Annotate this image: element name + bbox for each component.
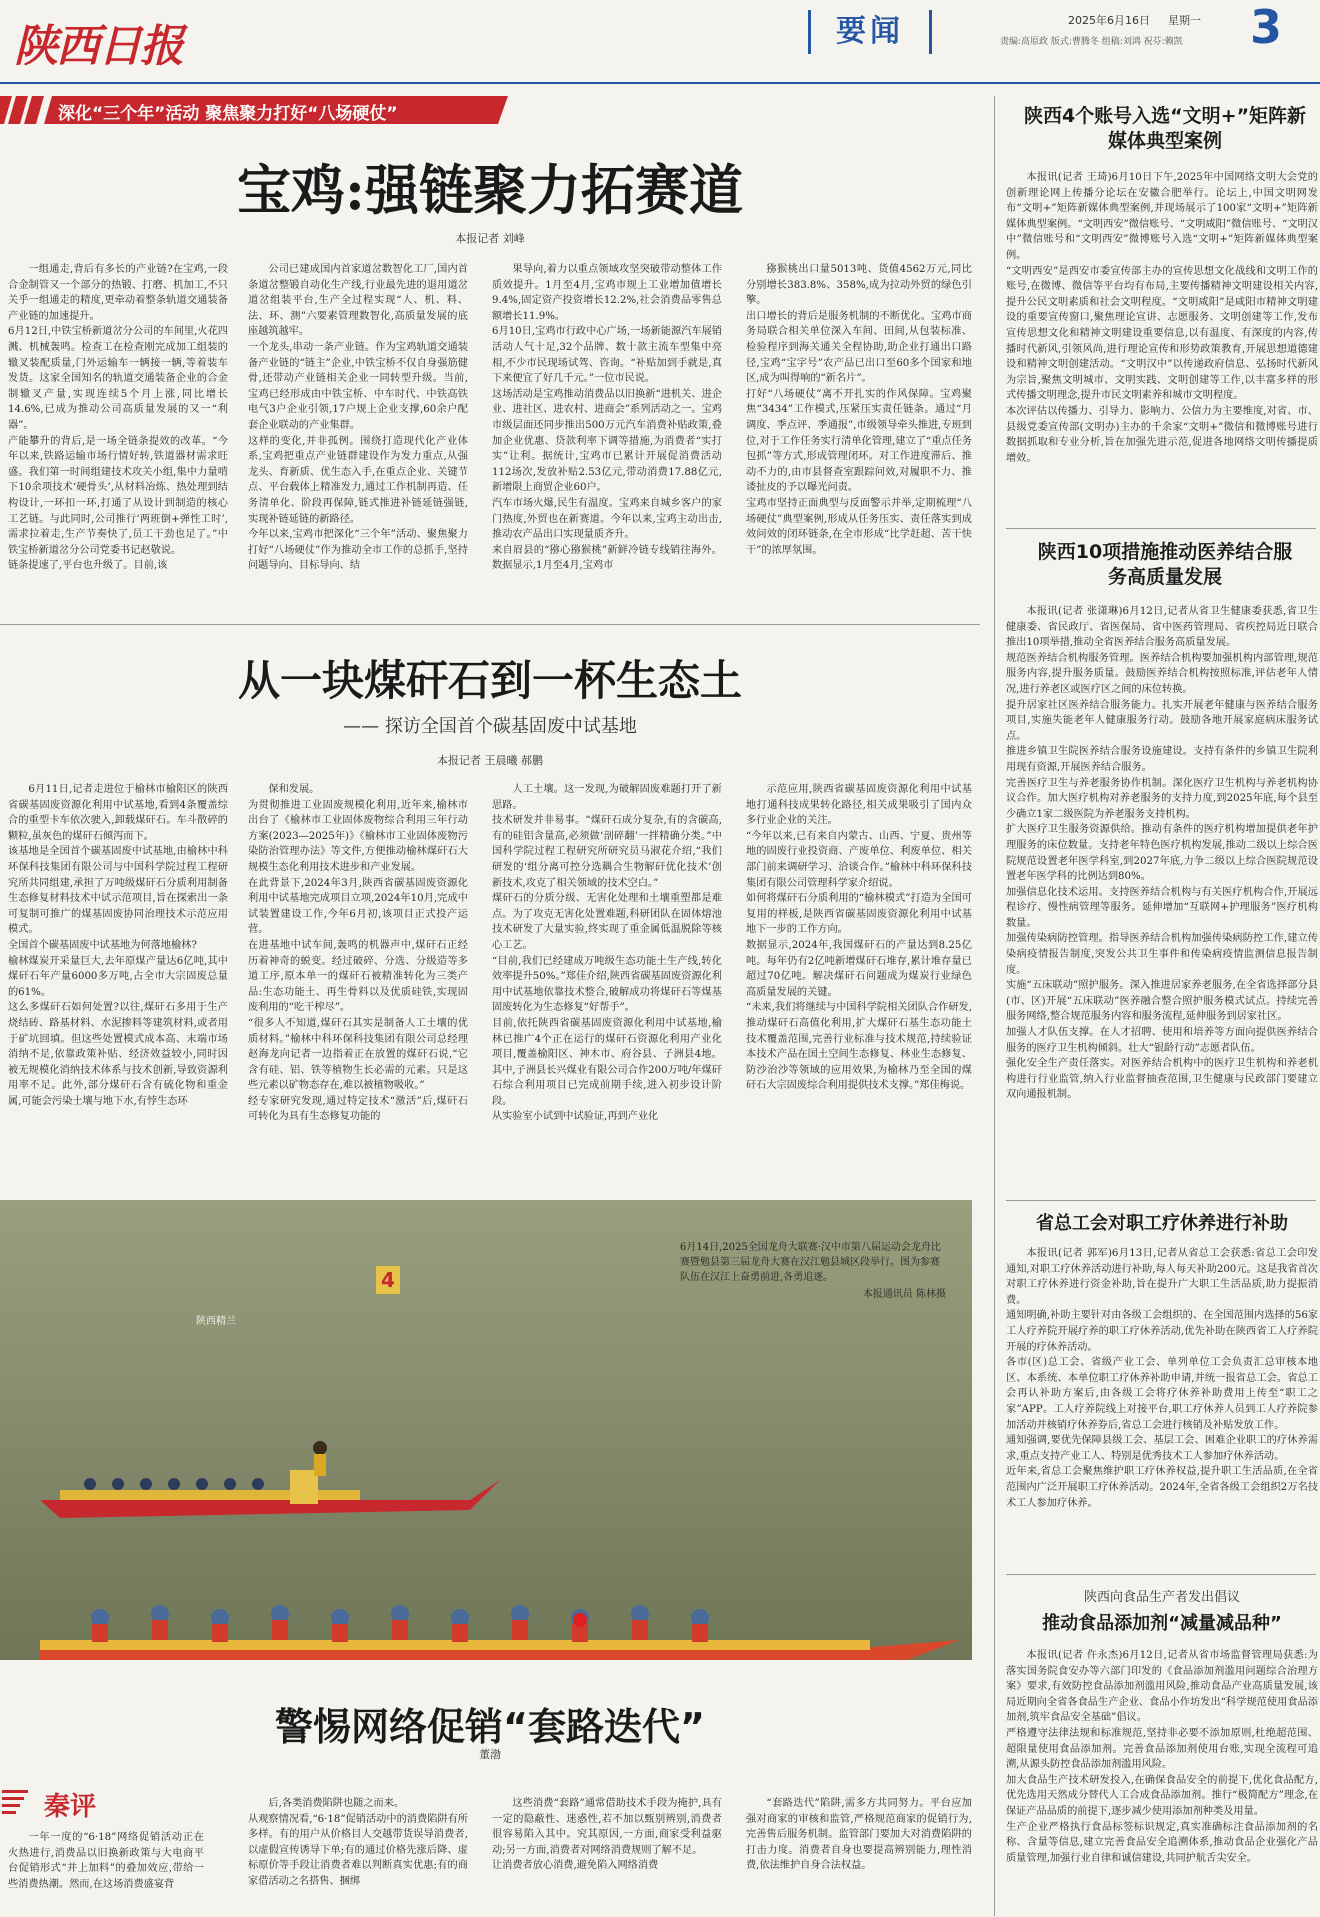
article3-title: 警惕网络促销“套路迭代” bbox=[275, 1705, 705, 1749]
sidebar-s2-body bbox=[1006, 604, 1318, 1192]
sidebar-s1-body-text: 本报讯(记者 王琦)6月10日下午,2025年中国网络文明大会党的创新理论网上传播分论坛在安徽合肥举行。论坛上,中国文明网发布“文明+”矩阵新媒体典型案例,并现场展示了100家“文明+”矩阵新媒体典型案例。“文明西安”微信账号、“文明咸阳”微信账号、“文明汉中”微信账号和“文明西安”微博账号入选“文明+”矩阵新媒体典型案例。 “文明西安”是西安市委宣传部主办的宣传思想文化战线和文明工作的账号,在微博、微信等平台均有布局,主要传播精神文明建设相关内容,提升公民文明素质和社会文明程度。“文明咸阳”是咸阳市精神文明建设的重要宣传窗口,聚焦理论宣讲、志愿服务、文明创建等工作,发布宣传思想文化和精神文明建设重要信息,以有温度、有深度的内容,传播时代新风,引领风尚,进行理论宣传和形势政策教育,开展思想道德建设和精神文明创建活动。“文明汉中”以传递政府信息、弘扬时代新风为宗旨,聚焦文明城市、文明实践、文明创建等工作,以丰富多样的形式传播文明理念,提升市民文明素养和城市文明程度。 本次评估以传播力、引导力、影响力、公信力为主要维度,对省、市、县级党委宣传部(文明办)主办的千余家“文明+”微信和微博账号进行数据抓取和专业分析,旨在加强先进示范,促进各地网络文明传播提质增效。 bbox=[1006, 172, 1318, 464]
commentary-col-4 bbox=[746, 1796, 972, 1916]
sidebar-rule-1 bbox=[1006, 528, 1316, 529]
article1-col-4 bbox=[746, 262, 972, 602]
article2-col-3-text: 人工土壤。这一发现,为破解固废难题打开了新思路。 技术研发并非易事。“煤矸石成分复杂,有的含碳高,有的硅铝含量高,必须做‘剖碎翻’一拌精确分类。”中国科学院过程工程研究所研究员马淑花介绍,“我们研发的‘组分离可控分选耦合生物解矸优化技术’创新技术,攻克了相关领域的技术空白。” 煤矸石的分质分级、无害化处理和土壤重塑都是难点。为了攻克无害化处置难题,科研团队在固体熔池技术研发了大量实验,终实现了重金属低温脱除等核心工艺。 “目前,我们已经建成万吨级生态功能土生产线,转化效率提升50%。”郑佳介绍,陕西省碳基固废资源化利用中试基地依靠技术整合,破解成功将煤矸石等煤基固废转化为生态修复“好帮手”。 目前,依托陕西省碳基固废资源化利用中试基地,榆林已推广4个正在运行的煤矸石资源化利用产业化项目,覆盖榆阳区、神木市、府谷县、子洲县4地。其中,子洲县长兴煤业有限公司合作200万吨/年煤矸石综合利用项目已完成前期手续,进入初步设计阶段。 从实验室小试到中试验证,再到产业化 bbox=[492, 784, 722, 1123]
section-label-box bbox=[808, 10, 932, 54]
banner bbox=[0, 96, 508, 124]
commentary-col-3-text: 这些消费“套路”通常借助技术手段为掩护,具有一定的隐蔽性、迷惑性,若不加以甄别辨别,消费者很容易陷入其中。究其原因,一方面,商家受利益驱动;另一方面,消费者对网络消费规则了解不足。 让消费者放心消费,避免陷入网络消费 bbox=[492, 1798, 722, 1872]
article1-col-2 bbox=[248, 262, 468, 602]
commentary-label: 秦评 bbox=[44, 1792, 97, 1822]
sidebar-s2-title: 陕西10项措施推动医养结合服务高质量发展 bbox=[1037, 541, 1293, 588]
article1-col-4-text: 猕猴桃出口量5013吨、货值4562万元,同比分别增长383.8%、358%,成为拉动外贸的绿色引擎。 出口增长的背后是服务机制的不断优化。宝鸡市商务局联合相关单位深入车间、田间,从包装标准、检验程序到海关通关全程协助,助企业打通出口路径,宝鸡“宝字号”农产品已出口至60多个国家和地区,成为叫得响的“新名片”。 打好“八场硬仗”离不开扎实的作风保障。宝鸡聚焦“3434”工作模式,压紧压实责任链条。通过“月调度、季点评、季通报”,市级领导牵头推进,专班到位,对于工作任务实行清单化管理,建立了“重点任务包抓”等方式,形成管理闭环。对工作进度滞后、推动不力的,由市县督查室跟踪问效,对履职不力、推诿扯皮的予以曝光问责。 宝鸡市坚持正面典型与反面警示并举,定期梳理“八场硬仗”典型案例,形成从任务压实、责任落实到成效问效的闭环链条,在全市形成“比学赶超、苦干快干”的浓厚氛围。 bbox=[746, 264, 972, 556]
editors-line: 责编:高原政 版式:曹腾冬 组稿:刘鸿 祝芬:赖凯 bbox=[1000, 37, 1183, 47]
sidebar-s4-body bbox=[1006, 1648, 1318, 1916]
banner-text: 深化“三个年”活动 聚焦聚力打好“八场硬仗” bbox=[58, 104, 398, 124]
newspaper-logo: 陕西日报 bbox=[14, 21, 182, 72]
article3-author: 董渤 bbox=[479, 1748, 501, 1761]
quill-icon bbox=[0, 1786, 40, 1818]
sidebar-s4-kicker: 陕西向食品生产者发出倡议 bbox=[1083, 1590, 1240, 1605]
article2-byline: 本报记者 王晨曦 郝鹏 bbox=[437, 754, 543, 767]
article2-col-2 bbox=[248, 782, 468, 1184]
sidebar-s4-body-text: 本报讯(记者 仵永杰)6月12日,记者从省市场监督管理局获悉:为落实国务院食安办等六部门印发的《食品添加剂滥用问题综合治理方案》要求,有效防控食品添加剂滥用风险,推动食品产业高质量发展,该局近期向全省各食品生产企业、食品小作坊发出“科学规范使用食品添加剂,筑牢食品安全基础”倡议。 严格遵守法律法规和标准规范,坚持非必要不添加原则,杜绝超范围、超限量使用食品添加剂。完善食品添加剂使用台账,实现全流程可追溯,从源头防控食品添加剂滥用风险。 加大食品生产技术研发投入,在确保食品安全的前提下,优化食品配方,优先选用天然成分替代人工合成食品添加剂。推行“极简配方”理念,在保证产品品质的前提下,逐步减少使用添加剂种类及用量。 生产企业严格执行食品标签标识规定,真实准确标注食品添加剂的名称、含量等信息,建立完善食品安全追溯体系,推动食品企业强化产品质量管理,加强行业自律和诚信建设,共同护航舌尖安全。 bbox=[1006, 1650, 1318, 1864]
commentary-col-1 bbox=[8, 1830, 204, 1916]
article1-col-1 bbox=[8, 262, 228, 602]
article2-col-2-text: 保和发展。 为贯彻推进工业固废规模化利用,近年来,榆林市出台了《榆林市工业固体废物综合利用三年行动方案(2023—2025年)》《榆林市工业固体废物污染防治管理办法》等文件,方便推动榆林煤矸石大规模生态化利用技术进步和产业发展。 在此背景下,2024年3月,陕西省碳基固废资源化利用中试基地完成项目立项,2024年10月,完成中试装置建设工作,今年6月初,该项目正式投产运营。 在进基地中试车间,轰鸣的机器声中,煤矸石正经历着神奇的蜕变。经过破碎、分选、分级造等多道工序,原本单一的煤矸石被精准转化为三类产品:生态功能土、再生骨料以及优质硅铁,实现固废利用的“吃干榨尽”。 “很多人不知道,煤矸石其实是制备人工土壤的优质材料。”榆林中科环保科技集团有限公司总经理赵海龙向记者一边指着正在放置的煤矸石说,“它含有硅、铝、铁等植物生长必需的元素。只是这些元素以矿物态存在,难以被植物吸收。” 经专家研究发现,通过特定技术“激活”后,煤矸石可转化为具有生态修复功能的 bbox=[248, 784, 468, 1123]
sidebar-s1-title: 陕西4个账号入选“文明+”矩阵新媒体典型案例 bbox=[1023, 105, 1307, 152]
page-number: 3 bbox=[1249, 0, 1282, 54]
article1-byline: 本报记者 刘峰 bbox=[455, 232, 525, 245]
divider-1 bbox=[0, 624, 980, 625]
sidebar-rule-3 bbox=[1006, 1574, 1316, 1575]
article2-title: 从一块煤矸石到一杯生态土 bbox=[237, 656, 742, 705]
article2-col-1 bbox=[8, 782, 228, 1184]
sidebar-s3-body-text: 本报讯(记者 郭军)6月13日,记者从省总工会获悉:省总工会印发通知,对职工疗休养活动进行补助,每人每天补助200元。这是我省首次对职工疗休养进行资金补助,旨在提升广大职工生活品质,助力提振消费。 通知明确,补助主要针对由各级工会组织的、在全国范围内选择的56家工人疗养院开展疗养的职工疗休养活动,优先补助在陕西省工人疗养院开展的疗休养活动。 各市(区)总工会、省级产业工会、单列单位工会负责汇总审核本地区、本系统、本单位职工疗休养补助申请,并统一报省总工会。省总工会再认补助方案后,由各级工会将疗休养补助费用上传至“职工之家”APP。工人疗养院线上对接平台,职工疗休养人员到工人疗养院参加活动并核销疗休养券后,省总工会进行核销及补贴发放工作。 通知强调,要优先保障县级工会、基层工会、困难企业职工的疗休养需求,重点支持产业工人、特别是优秀技术工人参加疗休养活动。 近年来,省总工会聚焦维护职工疗休养权益,提升职工生活品质,在全省范围内广泛开展职工疗休养活动。2024年,全省各级工会组织2万名技术工人参加疗休养。 bbox=[1006, 1248, 1318, 1509]
photo-caption bbox=[680, 1240, 946, 1302]
article2-col-1-text: 6月11日,记者走进位于榆林市榆阳区的陕西省碳基固废资源化利用中试基地,看到4条覆盖综合的重型卡车依次驶入,卸载煤矸石。车斗散碎的颗粒,虽灰色的煤矸石倾泻而下。 该基地是全国首个碳基固废中试基地,由榆林中科环保科技集团有限公司与中国科学院过程工程研究所共同组建,承担了万吨级煤矸石分质利用制备生态修复材料技术中试示范项目,旨在探索出一条可复制可推广的煤基固废协同治理技术示范应用模式。 全国首个碳基固废中试基地为何落地榆林? 榆林煤炭开采量巨大,去年原煤产量达6亿吨,其中煤矸石年产量6000多万吨,占全市大宗固废总量的61%。 这么多煤矸石如何处置?以往,煤矸石多用于生产烧结砖、路基材料、水泥掺料等建筑材料,或者用于矿坑回填。但这些处置模式成本高、末端市场消纳不足,依靠政策补贴、经济效益较小,同时因被无规模化消纳技术体系与技术创新,导致资源利用率不足。此外,部分煤矸石含有硫化物和重金属,可能会污染土壤与地下水,有悖生态环 bbox=[8, 784, 228, 1107]
article2-col-3 bbox=[492, 782, 722, 1184]
sidebar-rule-2 bbox=[1006, 1200, 1316, 1201]
issue-weekday: 星期一 bbox=[1168, 14, 1201, 27]
article1-col-3 bbox=[492, 262, 722, 602]
commentary-label-box bbox=[0, 1786, 140, 1822]
commentary-col-3 bbox=[492, 1796, 722, 1916]
issue-date: 2025年6月16日 bbox=[1068, 14, 1150, 27]
article2-col-4-text: 示范应用,陕西省碳基固废资源化利用中试基地打通科技成果转化路径,相关成果吸引了国内众多行业企业的关注。 “今年以来,已有来自内蒙古、山西、宁夏、贵州等地的固废行业投资商、产废单位、利废单位、相关部门前来调研学习、洽谈合作。”榆林中科环保科技集团有限公司管理科学家介绍说。 如何将煤矸石分质利用的“榆林模式”打造为全国可复用的样板,是陕西省碳基固废资源化利用中试基地下一步的工作方向。 数据显示,2024年,我国煤矸石的产量达到8.25亿吨。每年仍有2亿吨新增煤矸石堆存,累计堆存量已超过70亿吨。解决煤矸石问题成为煤炭行业绿色高质量发展的关键。 “未来,我们将继续与中国科学院相关团队合作研发,推动煤矸石高值化利用,扩大煤矸石基生态功能土技术覆盖范围,完善行业标准与技术规范,持续验证本技术产品在国土空间生态修复、林业生态修复、防沙治沙等领域的应用效果,为榆林乃至全国的煤矸石大宗固废综合利用提供技术支撑。”郑佳梅说。 bbox=[746, 784, 972, 1092]
article1-col-1-text: 一组通走,背后有多长的产业链?在宝鸡,一段合金制管又一个部分的热锻、打磨、机加工,不只关乎一组通走的精度,更牵动着整条轨道交通装备产业链的加速提升。 6月12日,中铁宝桥新道岔分公司的车间里,火花四溅、机械轰鸣。检查工在检查刚完成加工组装的辙叉装配质量,门外运输车一辆接一辆,等着装车发货。这家全国知名的轨道交通装备企业的合金制辙叉产量,实现连续5个月上涨,同比增长14.6%,已成为推动公司高质量发展的又一“利器”。 产能攀升的背后,是一场全链条提效的改革。“今年以来,铁路运输市场行情好转,铁道器材需求旺盛。我们第一时间组建技术攻关小组,集中力量啃下10余项技术‘硬骨头’,从材料冶炼、热处理到结构设计,一环扣一环,打通了从设计到制造的核心工艺链。与此同时,公司推行‘两班倒+弹性工时’,需求拉着走,生产节奏快了,员工干劲也足了。”中铁宝桥新道岔分公司党委书记赵敬说。 链条提速了,平台也升级了。目前,该 bbox=[8, 264, 228, 572]
commentary-col-4-text: “套路迭代”陷阱,需多方共同努力。平台应加强对商家的审核和监管,严格规范商家的促销行为,完善售后服务机制。监管部门要加大对消费陷阱的打击力度。消费者自身也要提高辨别能力,理性消费,依法维护自身合法权益。 bbox=[746, 1798, 972, 1872]
commentary-col-2 bbox=[248, 1796, 468, 1916]
article1-col-3-text: 果导向,着力以重点领域攻坚突破带动整体工作质效提升。1月至4月,宝鸡市规上工业增加值增长9.4%,固定资产投资增长12.2%,社会消费品零售总额增长11.9%。 6月10日,宝鸡市行政中心广场,一场新能源汽车展销活动人气十足,32个品牌、数十款主流车型集中亮相,不少市民现场试驾、咨询。“补贴加到手就是,真下来便宜了好几千元。”一位市民说。 这场活动是宝鸡推动消费品以旧换新“进机关、进企业、进社区、进农村、进商会”系列活动之一。宝鸡市级层面还同步推出500万元汽车消费补贴政策,叠加企业优惠、贷款利率下调等措施,为消费者“实打实”让利。据统计,宝鸡市已累计开展促消费活动112场次,发放补贴2.53亿元,带动消费17.88亿元,新增限上商贸企业60户。 汽车市场火爆,民生有温度。宝鸡来自城乡客户的家门热度,外贸也在新赛道。今年以来,宝鸡主动出击,推动农产品出口实现量质齐升。 来自眉县的“猕心猕猴桃”新鲜冷链专线销往海外。数据显示,1月至4月,宝鸡市 bbox=[492, 264, 722, 572]
sidebar-s2-body-text: 本报讯(记者 张潇琳)6月12日,记者从省卫生健康委获悉,省卫生健康委、省民政厅、省医保局、省中医药管理局、省疾控局近日联合推出10项举措,推动全省医养结合服务高质量发展。 规范医养结合机构服务管理。医养结合机构要加强机构内部管理,规范服务内容,提升服务质量。鼓励医养结合机构按照标准,评估老年人情况,进行养老区或医疗区之间的床位转换。 提升居家社区医养结合服务能力。扎实开展老年健康与医养结合服务项目,实施失能老年人健康服务行动。鼓励各地开展家庭病床服务试点。 推进乡镇卫生院医养结合服务设施建设。支持有条件的乡镇卫生院利用现有资源,开展医养结合服务。 完善医疗卫生与养老服务协作机制。深化医疗卫生机构与养老机构协议合作。加大医疗机构对养老服务的支持力度,到2025年底,每个县至少确立1家二级医院为养老服务支持机构。 扩大医疗卫生服务资源供给。推动有条件的医疗机构增加提供老年护理服务的床位数量。支持老年特色医疗机构发展,推动二级以上综合医院规范设置老年医学科室,到2027年底,力争二级以上综合医院规范设置老年医学科的比例达到80%。 加强信息化技术运用。支持医养结合机构与有关医疗机构合作,开展远程诊疗、慢性病管理等服务。延伸增加“互联网+护理服务”医疗机构数量。 加强传染病防控管理。指导医养结合机构加强传染病防控工作,建立传染病疫情报告制度,突发公共卫生事件和传染病疫情监测信息报告制度。 实施“五床联动”照护服务。深入推进居家养老服务,在全省选择部分县(市、区)开展“五床联动”医养融合整合照护服务模式试点。持续完善服务网络,整合规范服务内容和服务流程,延伸服务到居家社区。 加强人才队伍支撑。在人才招聘、使用和培养等方面向提供医养结合服务的医疗卫生机构倾斜。壮大“银龄行动”志愿者队伍。 强化安全生产责任落实。对医养结合机构中的医疗卫生机构和养老机构进行行业监管,纳入行业监督抽查范围,卫生健康与民政部门要建立双向通报机制。 bbox=[1006, 606, 1318, 1101]
commentary-col-1-text: 一年一度的“6·18”网络促销活动正在火热进行,消费品以旧换新政策与大电商平台促销形式“并上加料”的叠加效应,带给一些消费热潮。然而,在这场消费盛宴背 bbox=[8, 1832, 204, 1890]
article1-title: 宝鸡:强链聚力拓赛道 bbox=[237, 158, 743, 222]
photo-credit: 本报通讯员 陈林摄 bbox=[862, 1289, 946, 1300]
sidebar-s3-body bbox=[1006, 1246, 1318, 1582]
commentary-col-2-text: 后,各类消费陷阱也随之而来。 从观察情况看,“6·18”促销活动中的消费陷阱有所多样。有的用户从价格目人交越带货误导消费者,以虚假宣传诱导下单;有的通过价格先涨后降、虚标原价等手段让消费者难以判断真实优惠;有的商家借活动之名搭售、捆绑 bbox=[248, 1798, 468, 1887]
sidebar-s1-body bbox=[1006, 170, 1318, 520]
boat-side-label: 陕西精兰 bbox=[196, 1316, 236, 1327]
masthead bbox=[0, 0, 1320, 86]
boat-number-flag: 4 bbox=[376, 1266, 400, 1294]
photo-caption-text: 6月14日,2025全国龙舟大联赛·汉中市第八届运动会龙舟比赛暨勉县第三届龙舟大赛在汉江勉县城区段举行。图为参赛队伍在汉江上奋勇前进,各勇追逐。 bbox=[680, 1242, 941, 1283]
masthead-rule bbox=[0, 82, 1320, 84]
article2-subtitle: —— 探访全国首个碳基固废中试基地 bbox=[343, 716, 637, 737]
section-label: 要闻 bbox=[836, 14, 904, 49]
article2-col-4 bbox=[746, 782, 972, 1184]
sidebar-divider bbox=[994, 96, 995, 1916]
sidebar-s3-title: 省总工会对职工疗休养进行补助 bbox=[1036, 1213, 1288, 1234]
article1-col-2-text: 公司已建成国内首家道岔数智化工厂,国内首条道岔整锻自动化生产线,行业最先进的退用道岔道岔组装平台,生产全过程实现“人、机、料、法、环、测”六要素管理数智化,高质量发展的底座越筑越牢。 一个龙头,串动一条产业链。作为宝鸡轨道交通装备产业链的“链主”企业,中铁宝桥不仅自身强筋健骨,还带动产业链相关企业一同转型升级。当前,宝鸡已经形成由中铁宝桥、中车时代、中铁高铁电气3户企业引领,17户规上企业支撑,60余户配套企业联动的产业集群。 这样的变化,并非孤例。围绕打造现代化产业体系,宝鸡把重点产业链群建设作为发力重点,从强龙头、育新质、优生态入手,在重点企业、关键节点、平台载体上精准发力,通过工作机制再造、任务清单化、阶段再保障,链式推进补链延链强链,实现补链延链的新路径。 今年以来,宝鸡市把深化“三个年”活动、聚焦聚力打好“八场硬仗”作为推动全市工作的总抓手,坚持问题导向、目标导向、结 bbox=[248, 264, 468, 572]
sidebar-s4-title: 推动食品添加剂“减量减品种” bbox=[1042, 1613, 1282, 1634]
dragon-boat-photo bbox=[0, 1200, 972, 1660]
